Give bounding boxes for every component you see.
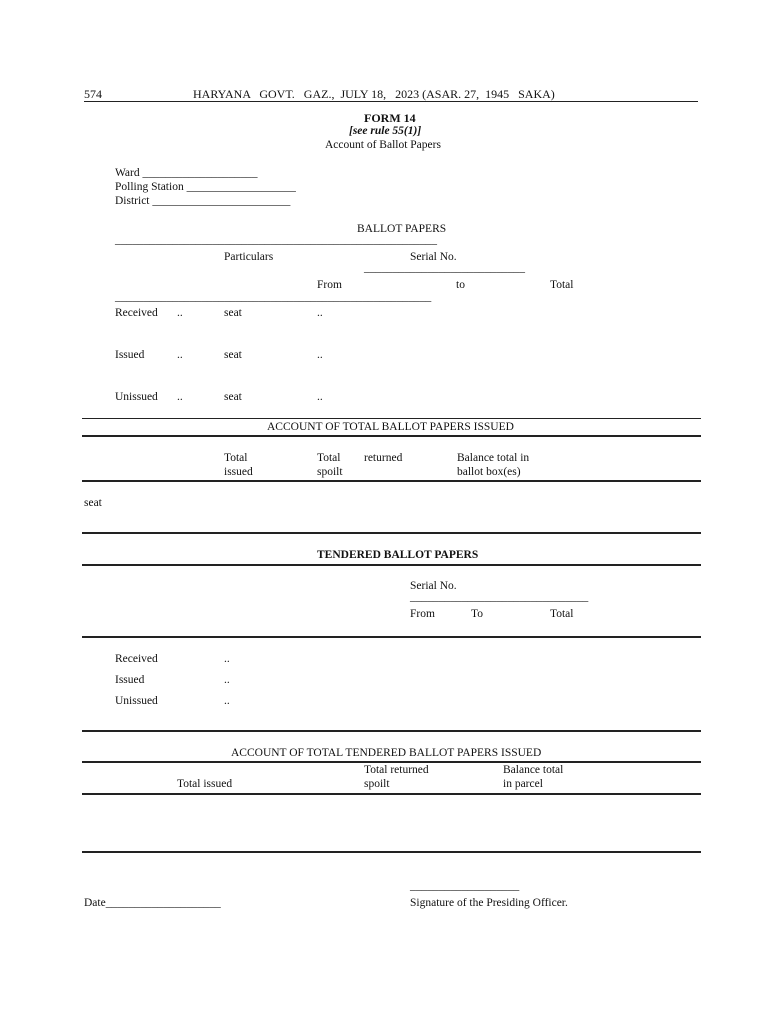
row-seat: seat: [224, 349, 242, 361]
section-rule: [82, 636, 701, 638]
row-label: Received: [115, 307, 158, 319]
row-dots: ..: [177, 307, 183, 319]
ballot-rule-bottom: _______________________________________________________: [115, 291, 432, 303]
gazette-header: HARYANA GOVT. GAZ., JULY 18, 2023 (ASAR. 27, 1945 SAKA): [193, 87, 555, 101]
row-label: Issued: [115, 674, 145, 686]
signature-label: Signature of the Presiding Officer.: [410, 897, 568, 909]
tendered-col-to: To: [471, 608, 483, 620]
tendered-col-returned-2: spoilt: [364, 778, 390, 790]
section-rule: [82, 851, 701, 853]
row-dots: ..: [224, 653, 230, 665]
col-total-spoilt: Total: [317, 452, 341, 464]
account-tendered-heading: ACCOUNT OF TOTAL TENDERED BALLOT PAPERS ISSUED: [231, 747, 542, 759]
col-returned: returned: [364, 452, 403, 464]
row-dots-from: ..: [317, 391, 323, 403]
date-field: Date____________________: [84, 897, 221, 909]
col-serial-no: Serial No.: [410, 251, 457, 263]
district-field: District ________________________: [115, 195, 291, 207]
tendered-col-total-issued: Total issued: [177, 778, 233, 790]
col-from: From: [317, 279, 342, 291]
row-label: Issued: [115, 349, 145, 361]
account-total-heading: ACCOUNT OF TOTAL BALLOT PAPERS ISSUED: [267, 421, 514, 433]
tendered-serial-no: Serial No.: [410, 580, 457, 592]
form-title: FORM 14: [364, 111, 416, 125]
ballot-papers-heading: BALLOT PAPERS: [357, 223, 447, 235]
section-rule: [82, 564, 701, 566]
serial-rule: ____________________________: [364, 262, 525, 274]
row-dots: ..: [224, 674, 230, 686]
row-dots: ..: [177, 391, 183, 403]
section-rule: [82, 761, 701, 763]
ward-field: Ward ____________________: [115, 167, 258, 179]
tendered-col-from: From: [410, 608, 435, 620]
col-to: to: [456, 279, 465, 291]
row-seat: seat: [224, 391, 242, 403]
signature-rule: ___________________: [410, 880, 520, 892]
section-rule: [82, 480, 701, 482]
section-rule: [82, 435, 701, 437]
section-rule: [82, 418, 701, 419]
row-label: Received: [115, 653, 158, 665]
col-balance: Balance total in: [457, 452, 530, 464]
seat-row-label: seat: [84, 497, 102, 509]
col-total-issued: Total: [224, 452, 248, 464]
row-dots: ..: [177, 349, 183, 361]
section-rule: [82, 793, 701, 795]
tendered-col-returned: Total returned: [364, 764, 429, 776]
col-total: Total: [550, 279, 574, 291]
tendered-col-total: Total: [550, 608, 574, 620]
ballot-rule-top: ________________________________________________________: [115, 234, 437, 246]
header-rule: [84, 101, 698, 102]
tendered-serial-rule: _______________________________: [410, 591, 589, 603]
section-rule: [82, 532, 701, 534]
row-dots-from: ..: [317, 349, 323, 361]
col-total-issued-2: issued: [224, 466, 253, 478]
page-number: 574: [84, 87, 102, 101]
row-label: Unissued: [115, 391, 158, 403]
col-total-spoilt-2: spoilt: [317, 466, 343, 478]
form-rule: [see rule 55(1)]: [349, 125, 422, 137]
row-seat: seat: [224, 307, 242, 319]
row-label: Unissued: [115, 695, 158, 707]
tendered-heading: TENDERED BALLOT PAPERS: [317, 549, 479, 561]
col-balance-2: ballot box(es): [457, 466, 521, 478]
row-dots: ..: [224, 695, 230, 707]
polling-station-field: Polling Station ___________________: [115, 181, 296, 193]
col-particulars: Particulars: [224, 251, 274, 263]
row-dots-from: ..: [317, 307, 323, 319]
tendered-col-balance: Balance total: [503, 764, 564, 776]
tendered-col-balance-2: in parcel: [503, 778, 543, 790]
form-subtitle: Account of Ballot Papers: [325, 139, 441, 151]
section-rule: [82, 730, 701, 732]
